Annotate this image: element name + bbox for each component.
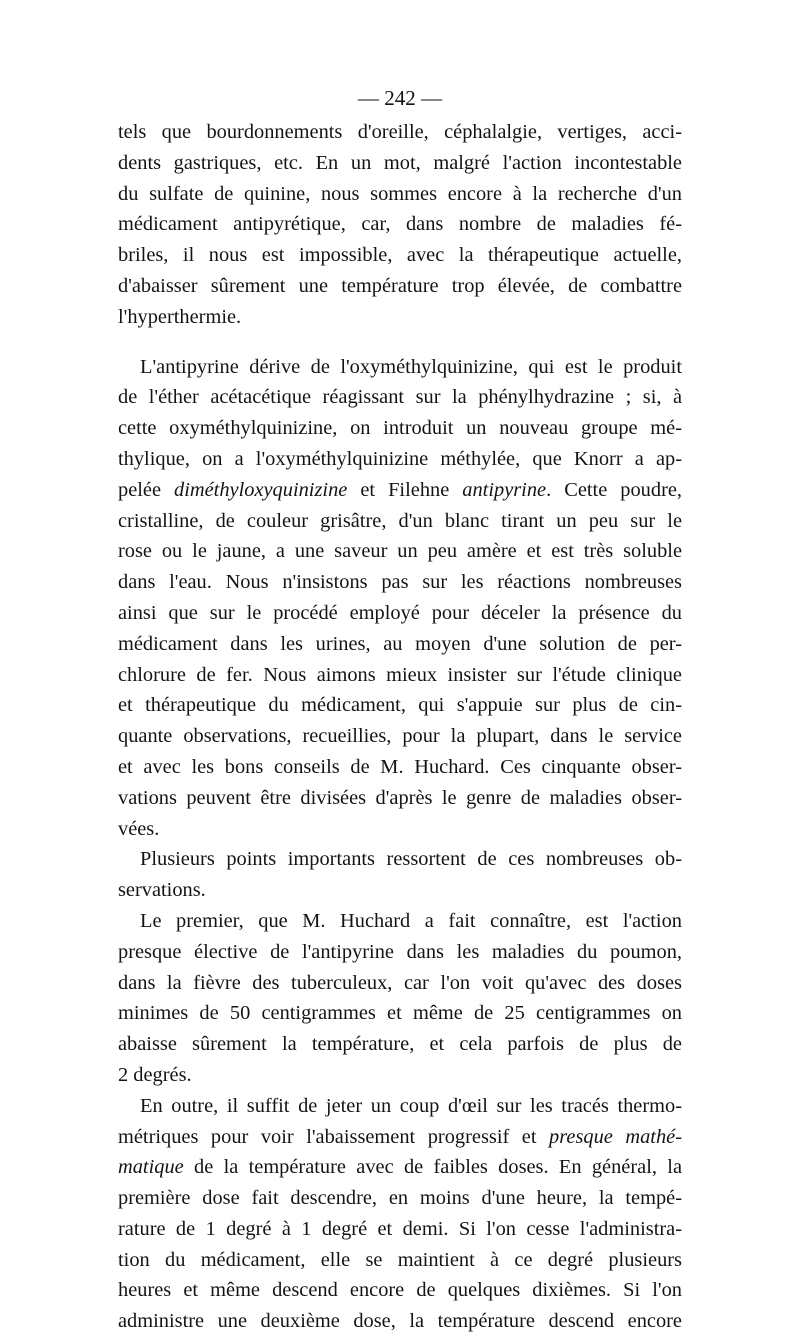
text-line: L'antipyrine dérive de l'oxyméthylquinizine, qui est le produit: [140, 355, 682, 378]
text-run: métriques pour voir l'abaissement progressif et: [118, 1125, 550, 1148]
text-line: dans la fièvre des tuberculeux, car l'on voit qu'avec des doses: [118, 971, 682, 994]
text-line: dents gastriques, etc. En un mot, malgré l'action incontestable: [118, 151, 682, 174]
text-line: tels que bourdonnements d'oreille, céphalalgie, vertiges, acci-: [118, 121, 682, 143]
text-line: administre une deuxième dose, la température descend encore: [118, 1310, 682, 1333]
text-line: servations.: [118, 879, 206, 902]
text-line: du sulfate de quinine, nous sommes encore à la recherche d'un: [118, 182, 682, 205]
text-line: vations peuvent être divisées d'après le genre de maladies obser-: [118, 786, 682, 809]
italic-term: diméthyloxyquinizine: [174, 478, 348, 501]
page: [118, 84, 682, 1337]
text-run: de la température avec de faibles doses. En général, la: [183, 1156, 682, 1179]
paragraph-5: [118, 1091, 682, 1337]
paragraph-1: [118, 117, 682, 333]
text-line: minimes de 50 centigrammes et même de 25 centigrammes on: [118, 1002, 682, 1025]
paragraph-2: [118, 352, 682, 845]
text-line: médicament dans les urines, au moyen d'une solution de per-: [118, 632, 682, 655]
text-line: quante observations, recueillies, pour la plupart, dans le service: [118, 725, 682, 748]
text-line: rature de 1 degré à 1 degré et demi. Si l'on cesse l'administra-: [118, 1217, 682, 1240]
text-line: et avec les bons conseils de M. Huchard. Ces cinquante obser-: [118, 755, 682, 778]
text-line: première dose fait descendre, en moins d'une heure, la tempé-: [118, 1187, 682, 1210]
text-line: d'abaisser sûrement une température trop élevée, de combattre: [118, 274, 682, 297]
text-line: 2 degrés.: [118, 1063, 192, 1086]
text-line: [118, 1122, 682, 1153]
text-line: de l'éther acétacétique réagissant sur la phénylhydrazine ; si, à: [118, 386, 682, 409]
text-line: Plusieurs points importants ressortent de ces nombreuses ob-: [140, 848, 682, 871]
text-line: l'hyperthermie.: [118, 305, 242, 328]
italic-term: presque mathé-: [549, 1125, 682, 1148]
text-line: thylique, on a l'oxyméthylquinizine méthylée, que Knorr a ap-: [118, 447, 682, 470]
text-run: . Cette poudre,: [546, 478, 683, 501]
text-run: et Filehne: [347, 478, 463, 501]
italic-term: antipyrine: [462, 478, 547, 501]
page-number: — 242 —: [358, 86, 442, 110]
text-line: cristalline, de couleur grisâtre, d'un blanc tirant un peu sur le: [118, 509, 682, 532]
text-line: abaisse sûrement la température, et cela parfois de plus de: [118, 1033, 682, 1056]
text-run: pelée: [118, 478, 175, 501]
text-line: dans l'eau. Nous n'insistons pas sur les réactions nombreuses: [118, 571, 682, 594]
text-line: vées.: [118, 817, 160, 840]
text-line: En outre, il suffit de jeter un coup d'œil sur les tracés thermo-: [140, 1094, 682, 1117]
paragraph-3: [118, 844, 682, 906]
text-line: [118, 475, 682, 506]
text-line: presque élective de l'antipyrine dans les maladies du poumon,: [118, 940, 682, 963]
text-line: [118, 1152, 682, 1183]
text-line: et thérapeutique du médicament, qui s'appuie sur plus de cin-: [118, 694, 682, 717]
text-line: Le premier, que M. Huchard a fait connaître, est l'action: [140, 909, 682, 932]
text-line: médicament antipyrétique, car, dans nombre de maladies fé-: [118, 213, 682, 236]
text-line: cette oxyméthylquinizine, on introduit un nouveau groupe mé-: [118, 417, 682, 440]
text-line: heures et même descend encore de quelques dixièmes. Si l'on: [118, 1279, 682, 1302]
text-line: rose ou le jaune, a une saveur un peu amère et est très soluble: [118, 540, 682, 563]
text-line: briles, il nous est impossible, avec la thérapeutique actuelle,: [118, 244, 682, 267]
italic-term: matique: [118, 1156, 184, 1179]
paragraph-4: [118, 906, 682, 1091]
text-line: ainsi que sur le procédé employé pour déceler la présence du: [118, 601, 682, 624]
text-line: tion du médicament, elle se maintient à ce degré plusieurs: [118, 1248, 682, 1271]
text-line: chlorure de fer. Nous aimons mieux insister sur l'étude clinique: [118, 663, 682, 686]
